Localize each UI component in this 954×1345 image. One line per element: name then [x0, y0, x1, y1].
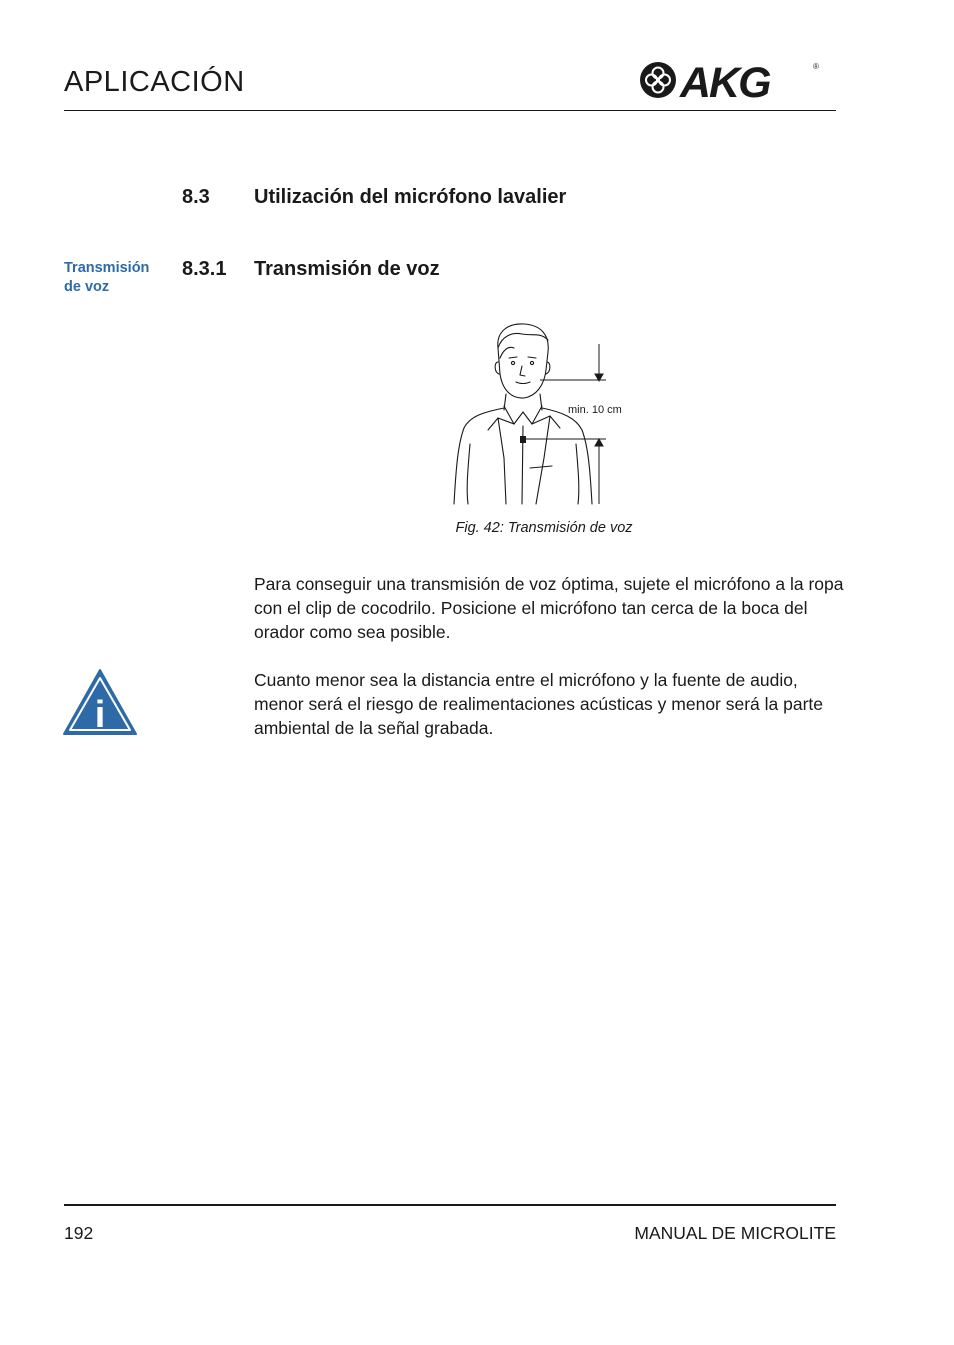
margin-note	[64, 259, 174, 297]
info-triangle-icon	[62, 668, 138, 736]
subsection-title: Transmisión de voz	[254, 258, 440, 280]
section-number: 8.3	[182, 186, 210, 208]
subsection-number: 8.3.1	[182, 258, 227, 280]
figure-caption: Fig. 42: Transmisión de voz	[455, 520, 633, 536]
footer-title: MANUAL DE MICROLITE	[634, 1223, 836, 1243]
margin-note-line2: de voz	[64, 279, 110, 295]
body-paragraph-2: Cuanto menor sea la distancia entre el micrófono y la fuente de audio, menor será el riesgo de realimentaciones acústicas y menor será la parte ambiental de la señal grabada.	[254, 670, 824, 738]
speaker-lavalier-illustration	[440, 318, 660, 510]
svg-text:®: ®	[813, 62, 819, 71]
distance-label: min. 10 cm	[568, 404, 622, 416]
footer-rule	[64, 1204, 836, 1206]
svg-text:i: i	[94, 694, 106, 736]
header-rule	[64, 110, 836, 111]
margin-note-line1: Transmisión	[64, 260, 150, 276]
page-header-title: APLICACIÓN	[64, 66, 245, 98]
akg-logo	[638, 58, 820, 102]
section-title: Utilización del micrófono lavalier	[254, 186, 567, 208]
page-number: 192	[64, 1223, 94, 1243]
svg-text:AKG: AKG	[680, 59, 770, 102]
body-paragraph-1: Para conseguir una transmisión de voz óptima, sujete el micrófono a la ropa con el clip de cocodrilo. Posicione el micrófono tan cerca de la boca del orador como sea posible.	[254, 574, 844, 642]
